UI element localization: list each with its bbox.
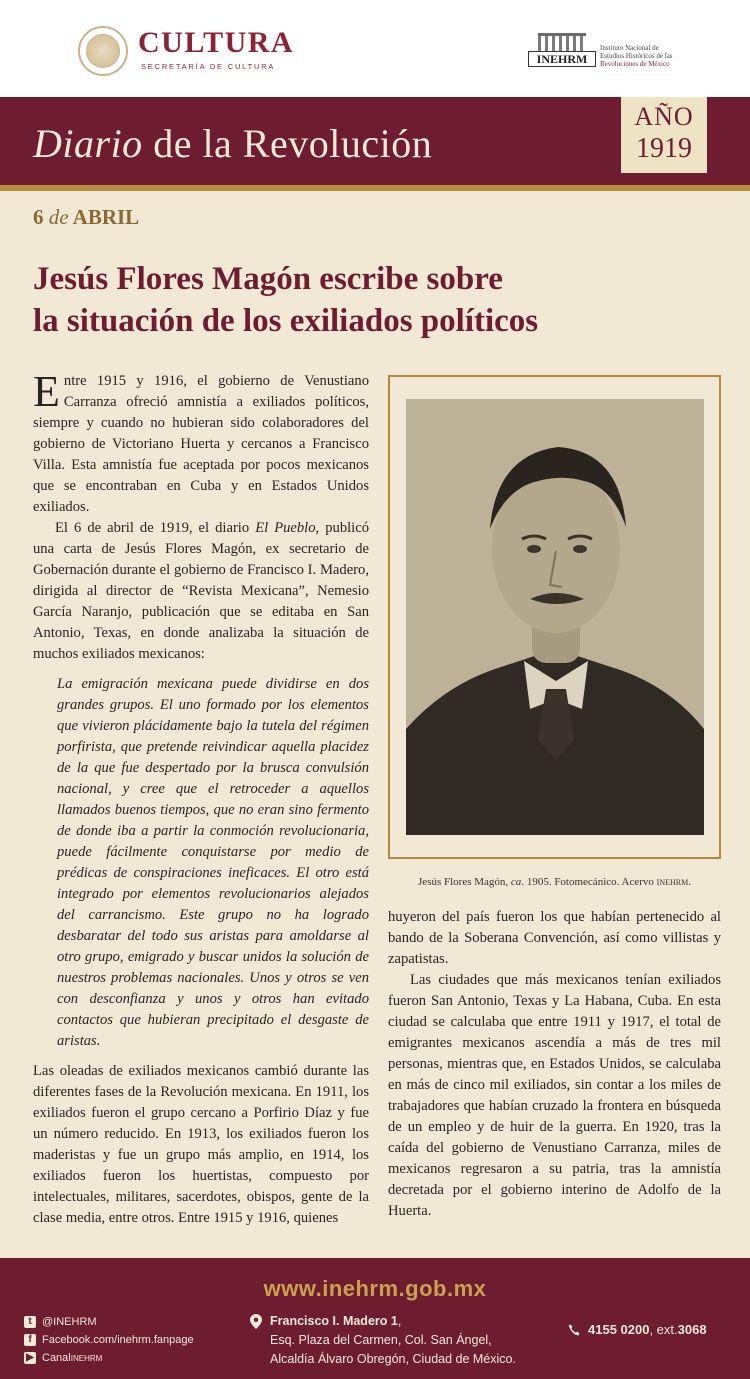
inehrm-logo[interactable] <box>528 33 596 67</box>
social-links <box>24 1313 194 1367</box>
portrait-photo <box>406 399 704 835</box>
facebook-link[interactable]: f Facebook.com/inehrm.fanpage <box>24 1331 194 1349</box>
facebook-icon: f <box>24 1334 36 1346</box>
coat-of-arms-seal-icon <box>78 26 128 76</box>
article-headline: Jesús Flores Magón escribe sobre la situación de los exiliados políticos <box>33 261 539 339</box>
photo-frame <box>388 375 721 859</box>
photo-caption: Jesús Flores Magón, ca. 1905. Fotomecánico. Acervo inehrm. <box>418 876 691 888</box>
paragraph-3-continued: huyeron del país fueron los que habían pertenecido al bando de la Soberana Convención, así como villistas y zapatistas. <box>388 909 721 967</box>
twitter-link[interactable]: t @INEHRM <box>24 1313 194 1331</box>
footer <box>0 1258 750 1379</box>
banner-gold-rule <box>0 185 750 191</box>
phone-number[interactable]: 4155 0200 , ext. 3068 <box>568 1322 707 1337</box>
inehrm-logo-word: INEHRM <box>528 51 596 67</box>
paragraph-1: Entre 1915 y 1916, el gobierno de Venustiano Carranza ofreció amnistía a exiliados políticos, siempre y cuando no hubieran sido colaboradores del gobierno de Victoriano Huerta y cercanos a Francisco Villa. Esta amnistía fue aceptada por pocos mexicanos que se encontraban en Cuba y en Estados Unidos exiliados. <box>33 367 369 515</box>
paragraph-3: Las oleadas de exiliados mexicanos cambió durante las diferentes fases de la Revolución mexicana. En 1911, los exiliados fueron el grupo cercano a Porfirio Díaz y fue un número reducido. En 1913, los exiliados fueron los maderistas y fue un grupo más amplio, en 1914, los exiliados fueron los huertistas, compuesto por intelectuales, militares, sacerdotes, obispos, gente de la clase media, entre otros. Entre 1915 y 1916, quienes <box>33 1063 369 1226</box>
year-label: AÑO <box>634 102 694 131</box>
website-link[interactable]: www.inehrm.gob.mx <box>263 1276 487 1301</box>
postal-address: Francisco I. Madero 1, Esq. Plaza del Carmen, Col. San Ángel, Alcaldía Álvaro Obregón, Ciudad de México. <box>250 1312 516 1369</box>
block-quote: La emigración mexicana puede dividirse en dos grandes grupos. El uno formado por los elementos que vivieron plácidamente bajo la tutela del régimen porfirista, que pretende reivindicar aquella placidez de la que fue despertado por la brusca convulsión nacional, y cree que el retroceder a aquellos llamados buenos tiempos, que no eran sino fermento de donde iba a partir la conmoción revolucionaria, puede fácilmente conquistarse por medio de prédicas de conspiraciones ineficaces. El otro está integrado por elementos revolucionarios alejados del carrancismo. Este grupo no ha logrado desbaratar del todo sus aristas para amoldarse al otro grupo, emigrado y buscar unidos la solución de nuestros problemas nacionales. Unos y otros se ven con desconfianza y unos y otros han evitado contactos que hubieran precipitado el desgaste de aristas. <box>57 676 369 1049</box>
drop-cap: E <box>33 367 60 416</box>
location-pin-icon <box>250 1314 262 1329</box>
building-icon <box>538 33 586 51</box>
youtube-icon: ▶ <box>24 1352 36 1364</box>
twitter-icon: t <box>24 1316 36 1328</box>
publication-title: Diario de la Revolución <box>33 121 433 166</box>
article-date: 6 de ABRIL <box>33 205 140 229</box>
cultura-logo[interactable]: CULTURA <box>138 26 295 59</box>
paragraph-4: Las ciudades que más mexicanos tenían exiliados fueron San Antonio, Texas y La Habana, Cuba. En esta ciudad se calculaba que entre 1911 y 1917, el total de emigrantes mexicanos ascendía a más de tres mil personas, mientras que, en Estados Unidos, se calculaba en más de cinco mil exiliados, sin contar a los miles de trabajadores que habían cruzado la frontera en búsqueda de un empleo y de huir de la guerra. En 1920, tras la caída del gobierno de Venustiano Carranza, miles de mexicanos regresaron a su patria, tras la amnistía decretada por el gobierno interino de Adolfo de la Huerta. <box>388 972 721 1219</box>
inehrm-full-name: Instituto Nacional de Estudios Históricos de las Revoluciones de México <box>600 44 673 68</box>
top-header <box>0 0 750 97</box>
cultura-subtitle: SECRETARÍA DE CULTURA <box>141 62 276 71</box>
article-right-column <box>388 907 721 1222</box>
year-value: 1919 <box>636 133 692 164</box>
youtube-link[interactable]: ▶ Canal inehrm <box>24 1349 194 1367</box>
article-left-column <box>33 367 369 1229</box>
year-badge <box>621 97 707 173</box>
phone-icon <box>568 1324 580 1336</box>
paragraph-2: El 6 de abril de 1919, el diario El Pueblo, publicó una carta de Jesús Flores Magón, ex secretario de Gobernación durante el gobierno de Francisco I. Madero, dirigida al director de “Revista Mexicana”, Nemesio García Naranjo, publicación que se editaba en San Antonio, Texas, en donde analizaba la situación de muchos exiliados mexicanos: <box>33 520 369 662</box>
